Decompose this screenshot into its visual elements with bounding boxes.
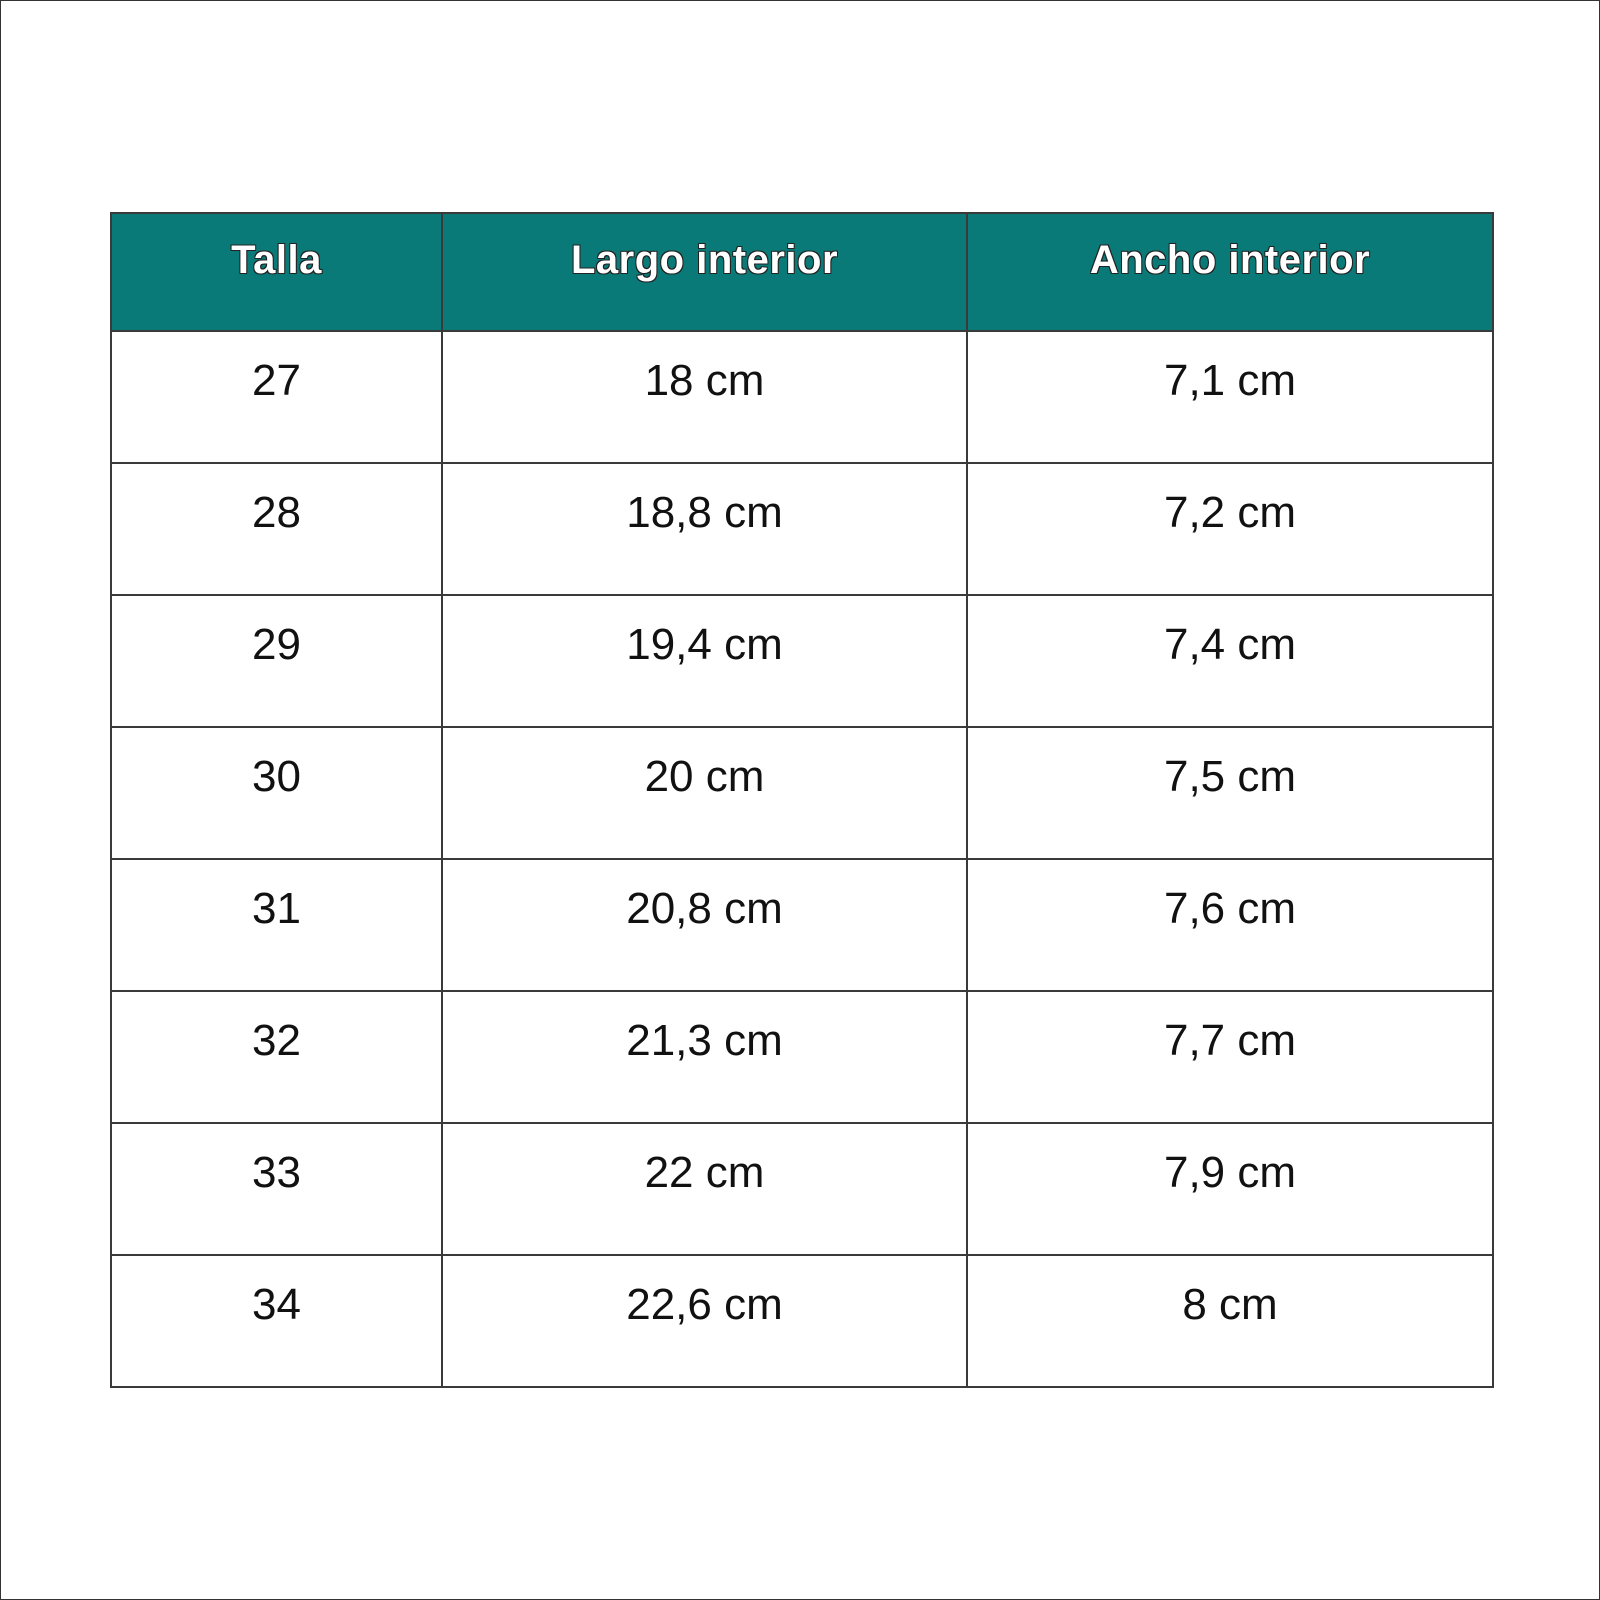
cell-ancho: 7,5 cm bbox=[967, 727, 1493, 859]
cell-talla: 33 bbox=[111, 1123, 442, 1255]
cell-talla: 32 bbox=[111, 991, 442, 1123]
size-chart-table bbox=[110, 212, 1494, 1388]
cell-ancho: 7,1 cm bbox=[967, 331, 1493, 463]
cell-ancho: 7,7 cm bbox=[967, 991, 1493, 1123]
cell-talla: 28 bbox=[111, 463, 442, 595]
header-talla: Talla bbox=[111, 213, 442, 331]
table-header-row bbox=[111, 213, 1493, 331]
table-row bbox=[111, 331, 1493, 463]
header-largo-interior: Largo interior bbox=[442, 213, 967, 331]
cell-largo: 19,4 cm bbox=[442, 595, 967, 727]
cell-ancho: 8 cm bbox=[967, 1255, 1493, 1387]
table-row bbox=[111, 727, 1493, 859]
cell-ancho: 7,2 cm bbox=[967, 463, 1493, 595]
cell-ancho: 7,9 cm bbox=[967, 1123, 1493, 1255]
cell-ancho: 7,6 cm bbox=[967, 859, 1493, 991]
table-row bbox=[111, 1123, 1493, 1255]
cell-largo: 18 cm bbox=[442, 331, 967, 463]
cell-largo: 20,8 cm bbox=[442, 859, 967, 991]
cell-largo: 20 cm bbox=[442, 727, 967, 859]
table-row bbox=[111, 1255, 1493, 1387]
table-row bbox=[111, 991, 1493, 1123]
cell-largo: 18,8 cm bbox=[442, 463, 967, 595]
cell-talla: 27 bbox=[111, 331, 442, 463]
cell-largo: 22,6 cm bbox=[442, 1255, 967, 1387]
cell-talla: 30 bbox=[111, 727, 442, 859]
cell-largo: 21,3 cm bbox=[442, 991, 967, 1123]
cell-ancho: 7,4 cm bbox=[967, 595, 1493, 727]
header-ancho-interior: Ancho interior bbox=[967, 213, 1493, 331]
cell-talla: 31 bbox=[111, 859, 442, 991]
cell-talla: 34 bbox=[111, 1255, 442, 1387]
table-row bbox=[111, 595, 1493, 727]
cell-talla: 29 bbox=[111, 595, 442, 727]
cell-largo: 22 cm bbox=[442, 1123, 967, 1255]
table-row bbox=[111, 859, 1493, 991]
table-row bbox=[111, 463, 1493, 595]
